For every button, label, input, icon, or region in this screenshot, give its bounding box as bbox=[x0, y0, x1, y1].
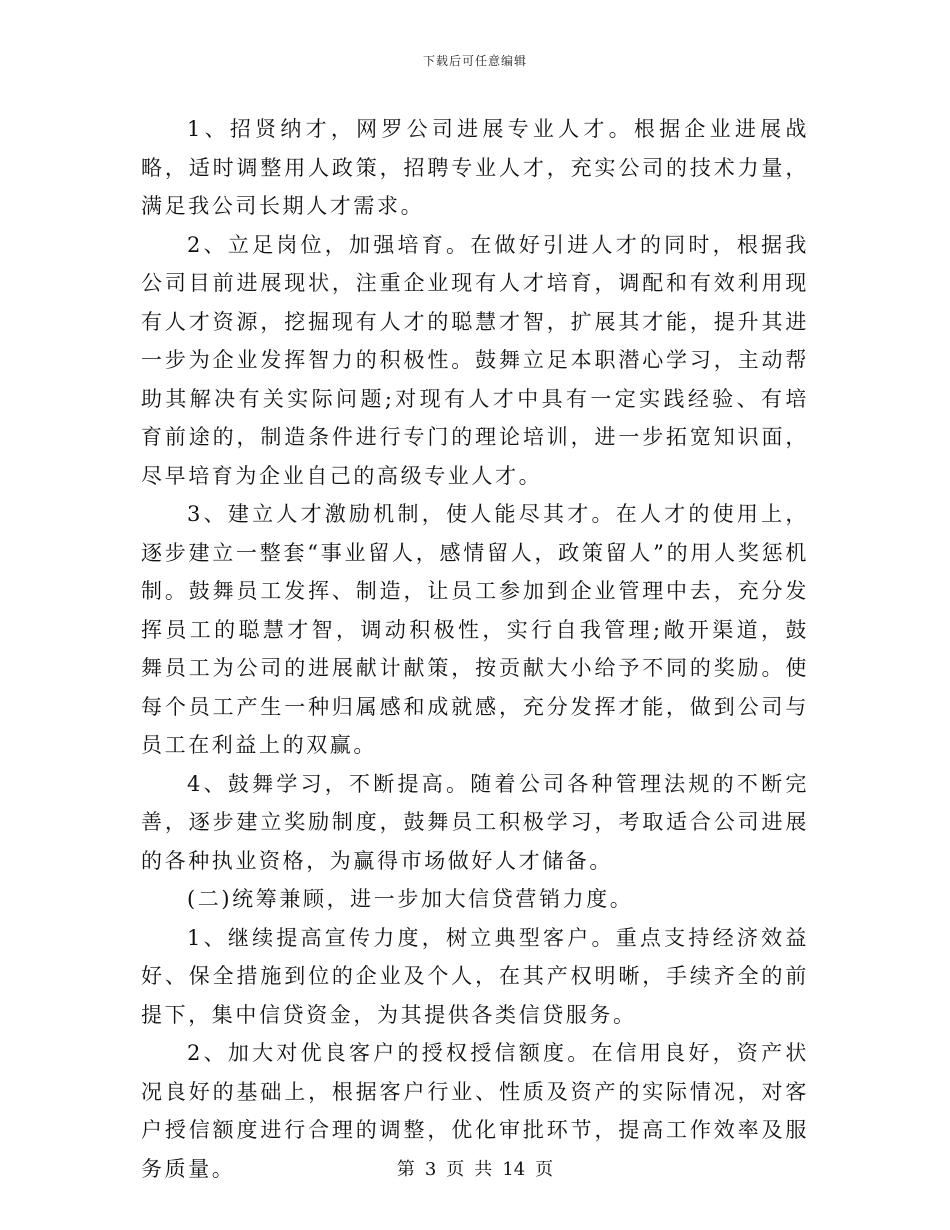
footer-prefix: 第 bbox=[396, 1159, 415, 1180]
paragraph-publicity: 1、继续提高宣传力度，树立典型客户。重点支持经济效益好、保全措施到位的企业及个人，在其产权明晰，手续齐全的前提下，集中信贷资金，为其提供各类信贷服务。 bbox=[141, 925, 809, 1027]
header-note: 下载后可任意编辑 bbox=[422, 54, 527, 68]
footer-page-word: 页 bbox=[446, 1159, 465, 1180]
section-heading-credit-marketing: (二)统筹兼顾，进一步加大信贷营销力度。 bbox=[187, 887, 634, 911]
footer-total-pages: 14 bbox=[502, 1159, 526, 1180]
footer-current-page: 3 bbox=[424, 1159, 437, 1180]
paragraph-recruit-talent: 1、招贤纳才，网罗公司进展专业人才。根据企业进展战略，适时调整用人政策，招聘专业人才，充实公司的技术力量，满足我公司长期人才需求。 bbox=[141, 117, 809, 218]
paragraph-incentive-mechanism: 3、建立人才激励机制，使人能尽其才。在人才的使用上，逐步建立一整套“事业留人，感情留人，政策留人”的用人奖惩机制。鼓舞员工发挥、制造，让员工参加到企业管理中去，充分发挥员工的聪慧才智，调动积极性，实行自我管理;敞开渠道，鼓舞员工为公司的进展献计献策，按贡献大小给予不同的奖励。使每个员工产生一种归属感和成就感，充分发挥才能，做到公司与员工在利益上的双赢。 bbox=[141, 502, 809, 757]
paragraph-encourage-learning: 4、鼓舞学习，不断提高。随着公司各种管理法规的不断完善，逐步建立奖励制度，鼓舞员工积极学习，考取适合公司进展的各种执业资格，为赢得市场做好人才储备。 bbox=[141, 771, 809, 873]
paragraph-train-staff: 2、立足岗位，加强培育。在做好引进人才的同时，根据我公司目前进展现状，注重企业现有人才培育，调配和有效利用现有人才资源，挖掘现有人才的聪慧才智，扩展其才能，提升其进一步为企业发挥智力的积极性。鼓舞立足本职潜心学习，主动帮助其解决有关实际问题;对现有人才中具有一定实践经验、有培育前途的，制造条件进行专门的理论培训，进一步拓宽知识面，尽早培育为企业自己的高级专业人才。 bbox=[141, 232, 809, 488]
paragraph-credit-limit: 2、加大对优良客户的授权授信额度。在信用良好，资产状况良好的基础上，根据客户行业、性质及资产的实际情况，对客户授信额度进行合理的调整，优化审批环节，提高工作效率及服务质量。 bbox=[141, 1041, 809, 1181]
document-body bbox=[141, 110, 809, 1188]
page-number-footer bbox=[0, 1155, 950, 1181]
footer-total-word: 共 bbox=[474, 1159, 493, 1180]
footer-suffix: 页 bbox=[535, 1159, 554, 1180]
